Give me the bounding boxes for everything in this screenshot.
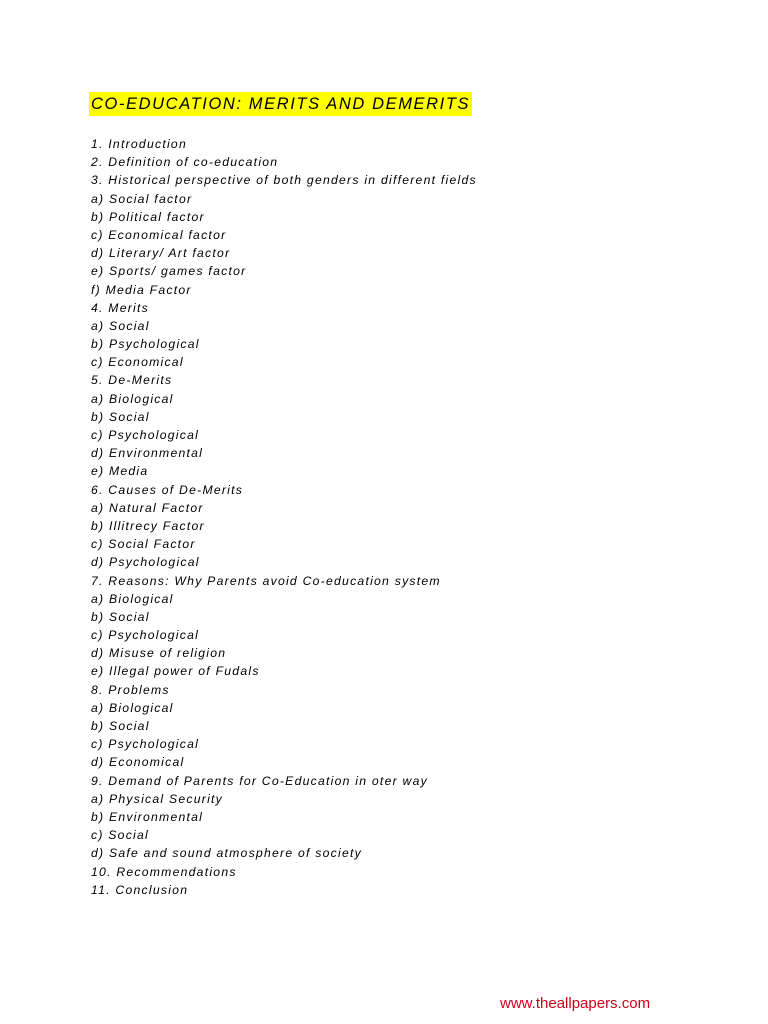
outline-item: e) Media (91, 464, 149, 479)
outline-item: c) Psychological (91, 428, 200, 442)
outline-item: b) Illitrecy Factor (91, 518, 205, 533)
essay-outline (91, 135, 477, 899)
outline-item: d) Economical (91, 755, 185, 770)
outline-item: e) Sports/ games factor (91, 264, 247, 279)
outline-item: 6. Causes of De-Merits (91, 482, 244, 497)
outline-item: d) Environmental (91, 446, 204, 461)
document-title: CO-EDUCATION: MERITS AND DEMERITS (89, 92, 472, 116)
outline-item: a) Biological (91, 700, 174, 715)
outline-item: a) Social (91, 318, 150, 333)
outline-item: 11. Conclusion (91, 882, 189, 897)
outline-item: b) Social (91, 719, 150, 733)
outline-item: a) Natural Factor (91, 500, 204, 515)
outline-item: f) Media Factor (91, 282, 192, 297)
outline-item: b) Environmental (91, 809, 204, 824)
outline-item: c) Economical (91, 355, 184, 370)
outline-item: d) Misuse of religion (91, 646, 227, 661)
outline-item: c) Economical factor (91, 227, 227, 242)
outline-item: e) Illegal power of Fudals (91, 664, 260, 679)
outline-item: c) Social Factor (91, 537, 196, 552)
outline-item: a) Social factor (91, 191, 193, 206)
outline-item: d) Literary/ Art factor (91, 246, 231, 261)
outline-item: d) Safe and sound atmosphere of society (91, 846, 362, 861)
outline-item: 4. Merits (91, 300, 149, 315)
outline-item: 8. Problems (91, 682, 170, 697)
outline-item: a) Physical Security (91, 791, 224, 806)
outline-item: 5. De-Merits (91, 373, 173, 388)
outline-item: 1. Introduction (91, 137, 187, 151)
outline-item: c) Psychological (91, 737, 200, 752)
outline-item: c) Psychological (91, 628, 200, 643)
outline-item: 3. Historical perspective of both genders in different fields (91, 173, 477, 188)
outline-item: 9. Demand of Parents for Co-Education in oter way (91, 773, 428, 788)
outline-item: 10. Recommendations (91, 864, 237, 879)
outline-item: c) Social (91, 828, 149, 843)
outline-item: 7. Reasons: Why Parents avoid Co-education system (91, 573, 441, 588)
outline-item: b) Social (91, 409, 150, 424)
outline-item: b) Social (91, 609, 150, 624)
footer-url-link[interactable]: www.theallpapers.com (500, 995, 651, 1012)
outline-item: b) Political factor (91, 209, 205, 224)
outline-item: a) Biological (91, 591, 174, 606)
outline-item: a) Biological (91, 391, 174, 406)
outline-item: 2. Definition of co-education (91, 155, 279, 170)
outline-item: b) Psychological (91, 337, 200, 352)
outline-item: d) Psychological (91, 555, 200, 570)
